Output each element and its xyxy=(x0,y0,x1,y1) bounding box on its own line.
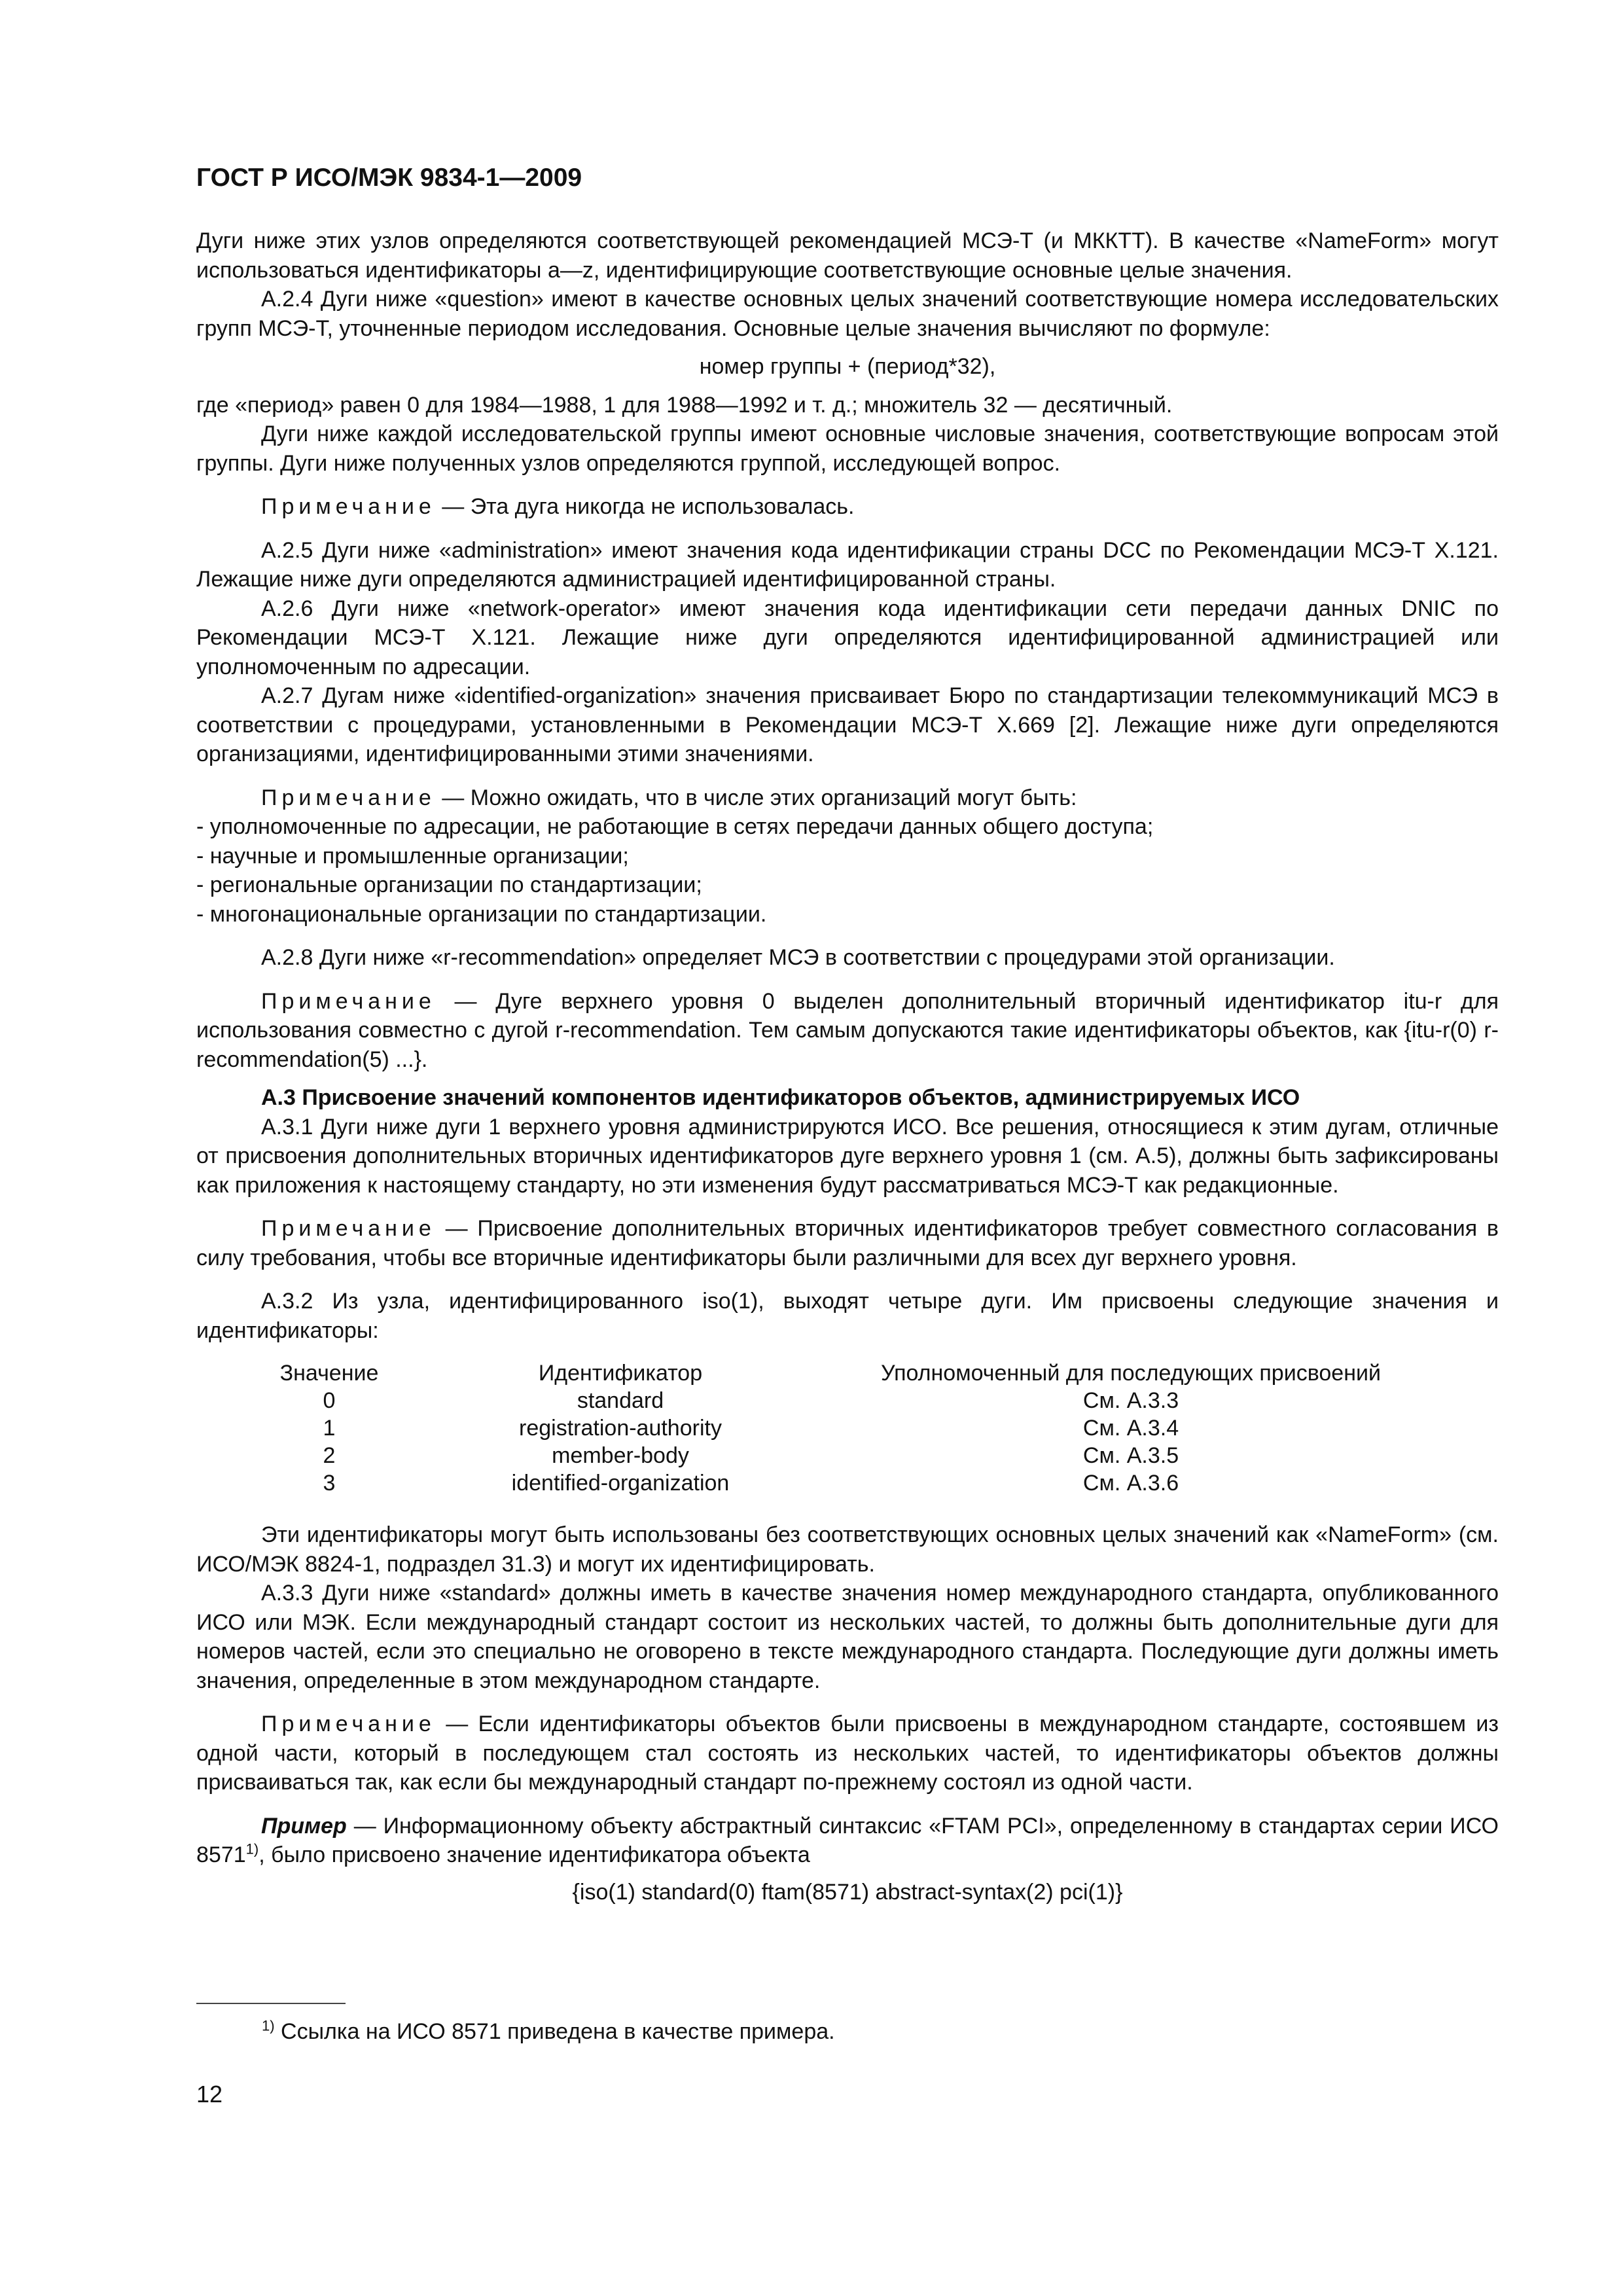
paragraph-a-2-4: A.2.4 Дуги ниже «question» имеют в качестве основных целых значений соответствующие номера исследовательских групп МСЭ-Т, уточненные периодом исследования. Основные целые значения вычисляют по формуле: xyxy=(196,287,1499,341)
note xyxy=(196,987,1499,1075)
paragraph-a-3-2: A.3.2 Из узла, идентифицированного iso(1), выходят четыре дуги. Им присвоены следующие значения и идентификаторы: xyxy=(196,1289,1499,1343)
table-row xyxy=(196,1442,1458,1469)
footnote-text: Ссылка на ИСО 8571 приведена в качестве примера. xyxy=(281,2019,835,2044)
paragraph: где «период» равен 0 для 1984—1988, 1 для 1988—1992 и т. д.; множитель 32 — десятичный. xyxy=(196,392,1173,418)
table-cell: member-body xyxy=(552,1443,689,1468)
column-header-identifier: Идентификатор xyxy=(538,1361,703,1386)
note-text: — Эта дуга никогда не использовалась. xyxy=(435,494,855,519)
table-cell: 2 xyxy=(323,1443,336,1468)
paragraph-a-2-6: A.2.6 Дуги ниже «network-operator» имеют значения кода идентификации сети передачи данных DNIC по Рекомендации МСЭ-Т X.121. Лежащие ниже дуги определяются идентифицированной администрацией или уполномоченным по адресации. xyxy=(196,596,1499,679)
example-text: — Информационному объекту абстрактный синтаксис «FTAM PCI», определенному в стандартах серии ИСО 8571 xyxy=(196,1813,1499,1867)
list-item: - уполномоченные по адресации, не работающие в сетях передачи данных общего доступа; xyxy=(196,814,1154,839)
table-row xyxy=(196,1387,1458,1414)
table-cell: 0 xyxy=(323,1388,336,1413)
table-cell: standard xyxy=(577,1388,664,1413)
example-label: Пример xyxy=(261,1813,347,1839)
note xyxy=(196,1710,1499,1797)
values-table xyxy=(196,1359,1458,1497)
column-header-authority: Уполномоченный для последующих присвоений xyxy=(881,1361,1381,1386)
note-label: Примечание xyxy=(261,785,436,810)
paragraph-a-3-1: A.3.1 Дуги ниже дуги 1 верхнего уровня администрируются ИСО. Все решения, относящиеся к этим дугам, отличные от присвоения дополнительных вторичных идентификаторов дуге верхнего уровня 1 (см. A.5), должны быть зафиксированы как приложения к настоящему стандарту, но эти изменения будут рассматриваться МСЭ-Т как редакционные. xyxy=(196,1114,1499,1198)
footnote-separator xyxy=(196,2003,346,2004)
footnote xyxy=(262,2017,835,2046)
note-text: — Дуге верхнего уровня 0 выделен дополнительный вторичный идентификатор itu-r для использования совместно с дугой r-recommendation. Тем самым допускаются такие идентификаторы объектов, как {itu-r(0) r-recommendation(5) ...}. xyxy=(196,988,1499,1072)
table-cell: См. A.3.6 xyxy=(1082,1471,1179,1496)
table-cell: См. A.3.4 xyxy=(1082,1416,1179,1441)
paragraph: Эти идентификаторы могут быть использованы без соответствующих основных целых значений как «NameForm» (см. ИСО/МЭК 8824-1, подраздел 31.3) и могут их идентифицировать. xyxy=(196,1522,1499,1577)
example-text: , было присвоено значение идентификатора объекта xyxy=(259,1842,810,1867)
paragraph-a-3-3: A.3.3 Дуги ниже «standard» должны иметь в качестве значения номер международного стандарта, опубликованного ИСО или МЭК. Если международный стандарт состоит из нескольких частей, то должны быть дополнительные дуги для номеров частей, если это специально не оговорено в тексте международного стандарта. Последующие дуги должны иметь значения, определенные в этом международном стандарте. xyxy=(196,1581,1499,1693)
list-item: - региональные организации по стандартизации; xyxy=(196,872,702,897)
column-header-value: Значение xyxy=(279,1361,379,1386)
table-cell: См. A.3.3 xyxy=(1082,1388,1179,1413)
example-formula: {iso(1) standard(0) ftam(8571) abstract-syntax(2) pci(1)} xyxy=(572,1879,1123,1905)
footnote-reference[interactable]: 1) xyxy=(245,1840,259,1857)
table-cell: identified-organization xyxy=(511,1471,730,1496)
paragraph: Дуги ниже этих узлов определяются соответствующей рекомендацией МСЭ-Т (и МККТТ). В качестве «NameForm» могут использоваться идентификаторы a—z, идентифицирующие соответствующие основные целые значения. xyxy=(196,228,1499,283)
list-item: - научные и промышленные организации; xyxy=(196,843,629,869)
table-row xyxy=(196,1414,1458,1442)
note-label: Примечание xyxy=(261,988,436,1014)
list-item: - многонациональные организации по стандартизации. xyxy=(196,901,767,927)
paragraph: Дуги ниже каждой исследовательской группы имеют основные числовые значения, соответствующие вопросам этой группы. Дуги ниже полученных узлов определяются группой, исследующей вопрос. xyxy=(196,422,1499,476)
note-label: Примечание xyxy=(261,1712,436,1736)
table-cell: 1 xyxy=(323,1416,336,1441)
paragraph-a-2-7: A.2.7 Дугам ниже «identified-organization» значения присваивает Бюро по стандартизации телекоммуникаций МСЭ в соответствии с процедурами, установленными в Рекомендации МСЭ-Т X.669 [2]. Лежащие ниже дуги определяются организациями, идентифицированными этими значениями. xyxy=(196,683,1499,766)
note xyxy=(196,783,1499,813)
paragraph-a-2-8: A.2.8 Дуги ниже «r-recommendation» определяет МСЭ в соответствии с процедурами этой организации. xyxy=(261,945,1335,970)
section-heading-a-3: A.3 Присвоение значений компонентов идентификаторов объектов, администрируемых ИСО xyxy=(261,1085,1300,1110)
note xyxy=(196,1214,1499,1272)
table-header-row xyxy=(196,1359,1458,1387)
note-text: — Можно ожидать, что в числе этих организаций могут быть: xyxy=(435,785,1077,810)
example xyxy=(196,1812,1499,1870)
page-number: 12 xyxy=(196,2081,223,2108)
table-cell: 3 xyxy=(323,1471,336,1496)
table-cell: См. A.3.5 xyxy=(1082,1443,1179,1468)
page-header: ГОСТ Р ИСО/МЭК 9834-1—2009 xyxy=(196,164,582,192)
table-row xyxy=(196,1469,1458,1497)
note-label: Примечание xyxy=(261,494,436,519)
table-cell: registration-authority xyxy=(519,1416,722,1441)
formula: номер группы + (период*32), xyxy=(699,354,996,379)
paragraph-a-2-5: A.2.5 Дуги ниже «administration» имеют значения кода идентификации страны DCC по Рекомендации МСЭ-Т X.121. Лежащие ниже дуги определяются администрацией идентифицированной страны. xyxy=(196,537,1499,592)
body-text xyxy=(196,226,1499,1907)
note-label: Примечание xyxy=(261,1216,436,1241)
note xyxy=(196,492,1499,522)
footnote-marker: 1) xyxy=(262,2017,275,2034)
note-text: — Если идентификаторы объектов были присвоены в международном стандарте, состоявшем из одной части, который в последующем стал состоять из нескольких частей, то идентификаторы объектов должны присваиваться так, как если бы международный стандарт по-прежнему состоял из одной части. xyxy=(196,1712,1499,1795)
note-text: — Присвоение дополнительных вторичных идентификаторов требует совместного согласования в силу требования, чтобы все вторичные идентификаторы были различными для всех дуг верхнего уровня. xyxy=(196,1216,1499,1270)
